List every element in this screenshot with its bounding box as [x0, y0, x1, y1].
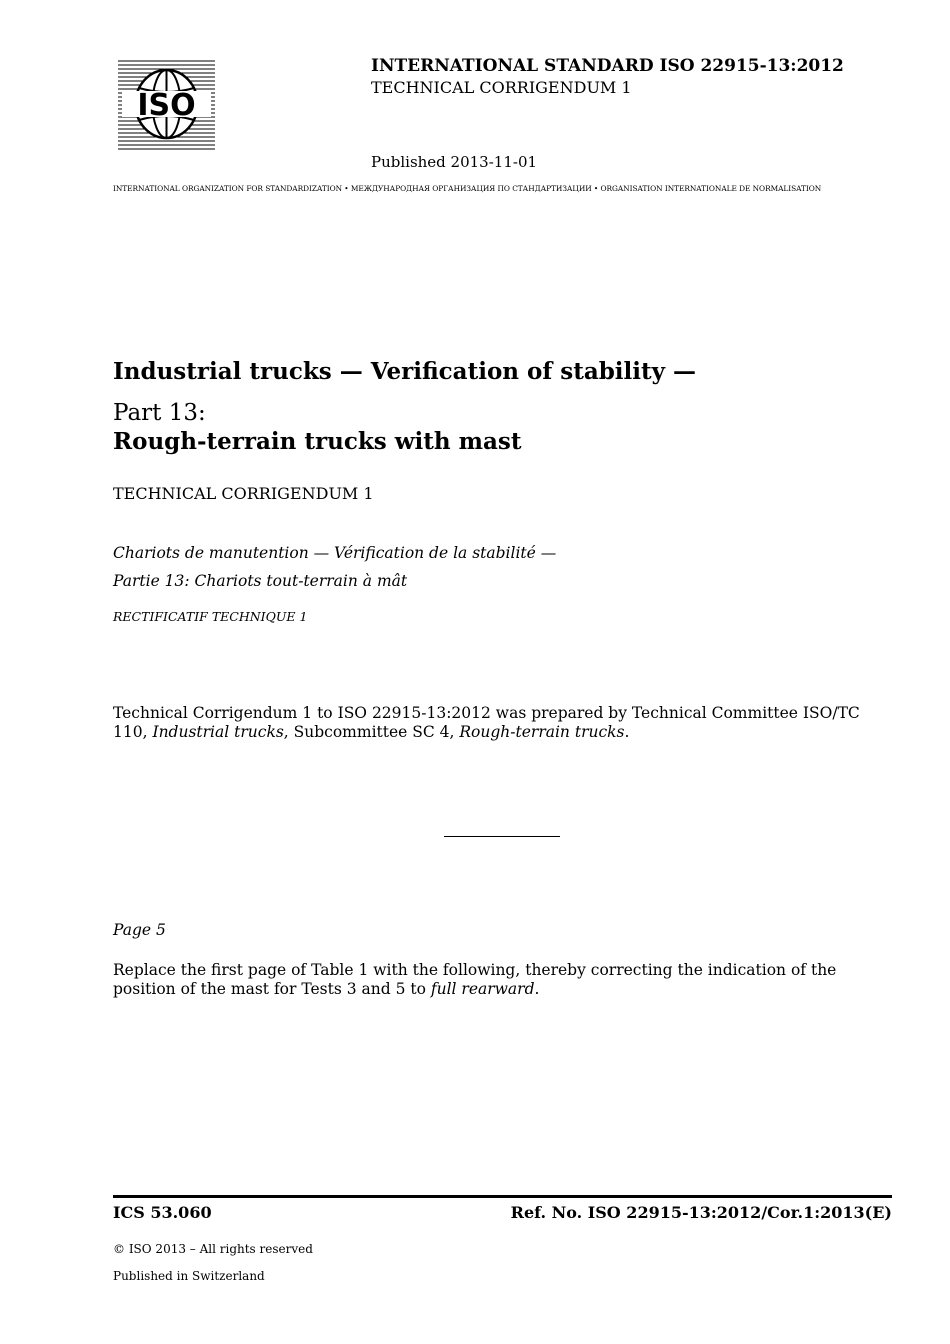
- french-corrigendum: RECTIFICATIF TECHNIQUE 1: [113, 609, 308, 624]
- standard-title: INTERNATIONAL STANDARD ISO 22915-13:2012: [371, 56, 844, 76]
- iso-logo: [118, 58, 215, 151]
- published-date: Published 2013-11-01: [371, 153, 538, 171]
- ics-code: ICS 53.060: [113, 1203, 212, 1222]
- intro-paragraph: Technical Corrigendum 1 to ISO 22915-13:2012 was prepared by Technical Committee ISO/TC 110, Industrial trucks, Subcommittee SC 4, Rough-terrain trucks.: [113, 704, 860, 741]
- footer-rule: [113, 1195, 892, 1198]
- reference-number: Ref. No. ISO 22915-13:2012/Cor.1:2013(E): [510, 1203, 892, 1222]
- correction-paragraph: Replace the first page of Table 1 with the following, thereby correcting the indication of the position of the mast for Tests 3 and 5 to full rearward.: [113, 961, 837, 998]
- iso-logo-text: ISO: [137, 88, 196, 123]
- organization-line: INTERNATIONAL ORGANIZATION FOR STANDARDIZATION • МЕЖДУНАРОДНАЯ ОРГАНИЗАЦИЯ ПО СТАНДАРТИЗАЦИИ • ORGANISATION INTERNATIONALE DE NORMALISATION: [113, 184, 822, 193]
- separator-line: [444, 836, 560, 837]
- corrigendum-label: TECHNICAL CORRIGENDUM 1: [113, 484, 374, 503]
- document-subtitle: Rough-terrain trucks with mast: [113, 428, 522, 455]
- copyright: © ISO 2013 – All rights reserved: [113, 1242, 313, 1256]
- french-title-1: Chariots de manutention — Vérification de la stabilité —: [113, 544, 557, 562]
- document-part: Part 13:: [113, 400, 206, 426]
- document-title: Industrial trucks — Verification of stability —: [113, 358, 697, 385]
- standard-subtitle: TECHNICAL CORRIGENDUM 1: [371, 78, 632, 97]
- french-title-2: Partie 13: Chariots tout-terrain à mât: [113, 572, 408, 590]
- page-reference: Page 5: [113, 921, 166, 939]
- published-in: Published in Switzerland: [113, 1269, 265, 1283]
